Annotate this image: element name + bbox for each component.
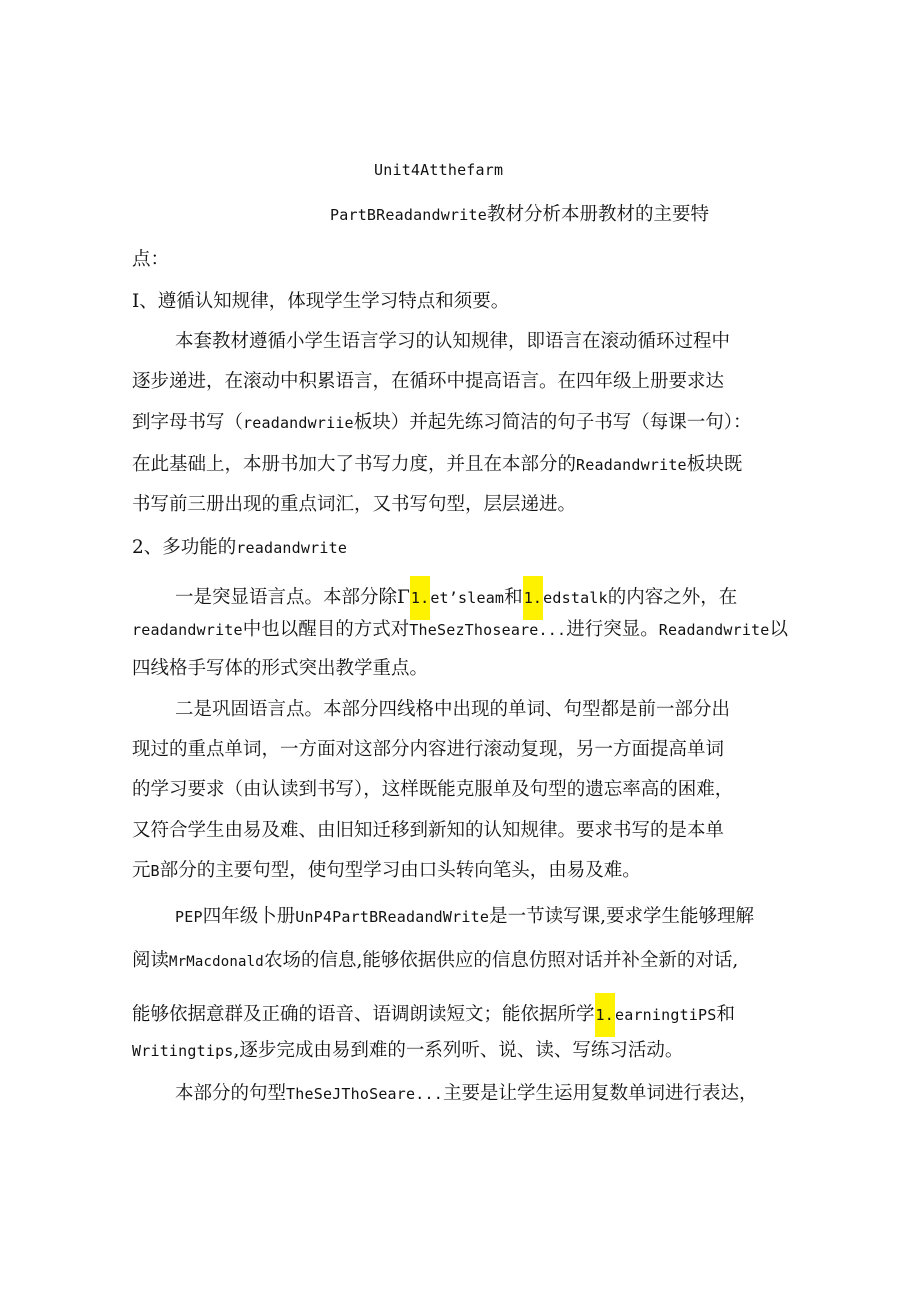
text-run: 到字母书写（ bbox=[132, 412, 244, 433]
paragraph-3-line-5 bbox=[132, 858, 641, 884]
text-run: 中也以醒目的方式对 bbox=[242, 619, 410, 640]
document-title: Unit4Atthefarm bbox=[374, 161, 504, 179]
paragraph-3-line-4: 又符合学生由易及难、由旧知迁移到新知的认知规律。要求书写的是本单 bbox=[132, 820, 725, 841]
paragraph-2-line-2 bbox=[132, 617, 788, 643]
text-run: 2、多功能的 bbox=[132, 537, 237, 558]
subtitle-continuation: 点： bbox=[132, 249, 170, 270]
text-run-latin: readandwriie bbox=[243, 414, 354, 432]
text-run-latin: edstalk bbox=[543, 589, 608, 607]
text-run: 进行突显。 bbox=[566, 619, 659, 640]
text-run: 在此基础上，本册书加大了书写力度，并且在本部分的 bbox=[132, 454, 577, 475]
text-run-latin: UnP4PartBReadandWrite bbox=[295, 908, 490, 926]
text-run: 部分的主要句型，使句型学习由口头转向笔头，由易及难。 bbox=[159, 860, 641, 881]
text-run-latin: et’sleam bbox=[430, 589, 505, 607]
highlight-mark: 1. bbox=[595, 993, 615, 1037]
paragraph-4-line-3 bbox=[132, 993, 735, 1037]
paragraph-3-line-2: 现过的重点单词，一方面对这部分内容进行滚动复现，另一方面提高单词 bbox=[132, 739, 725, 760]
text-run-latin: B bbox=[150, 862, 160, 880]
text-run: 和 bbox=[504, 587, 523, 608]
paragraph-4-line-4 bbox=[132, 1038, 683, 1064]
text-run-latin: PEP bbox=[175, 908, 203, 926]
text-run-latin: TheSeJThoSeare... bbox=[286, 1085, 443, 1103]
paragraph-1-line-3 bbox=[132, 410, 752, 436]
paragraph-1-line-1: 本套教材遵循小学生语言学习的认知规律，即语言在滚动循环过程中 bbox=[175, 331, 731, 352]
text-run: 板块既 bbox=[686, 454, 743, 475]
text-run: 能够依据意群及正确的语音、语调朗读短文；能依据所学 bbox=[132, 1004, 595, 1025]
text-run-latin: MrMacdonald bbox=[169, 954, 264, 970]
subtitle-cn: 教材分析本册教材的主要特 bbox=[486, 204, 709, 225]
text-run: 元 bbox=[132, 860, 151, 881]
text-run: 是一节读写课,要求学生能够理解 bbox=[489, 906, 754, 927]
text-run: 以 bbox=[769, 619, 789, 640]
text-run-latin: earningtiPS bbox=[614, 1006, 717, 1024]
section-1-heading: I、遵循认知规律，体现学生学习特点和须要。 bbox=[132, 291, 510, 312]
section-2-heading bbox=[132, 535, 347, 561]
paragraph-4-line-1 bbox=[175, 904, 754, 930]
text-run: ,逐步完成由易到难的一系列听、说、读、写练习活动。 bbox=[233, 1040, 684, 1061]
text-run-latin: readandwrite bbox=[236, 539, 348, 557]
paragraph-1-line-2: 逐步递进，在滚动中积累语言，在循环中提高语言。在四年级上册要求达 bbox=[132, 371, 725, 392]
text-run-latin: Writingtips bbox=[132, 1042, 234, 1060]
text-run: 本部分的句型 bbox=[175, 1083, 287, 1104]
paragraph-1-line-4 bbox=[132, 452, 742, 478]
highlight-mark: 1. bbox=[410, 576, 430, 620]
paragraph-2-line-1 bbox=[175, 576, 737, 620]
paragraph-1-line-5: 书写前三册出现的重点词汇，又书写句型，层层递进。 bbox=[132, 494, 577, 515]
text-run: 农场的信息,能够依据供应的信息仿照对话并补全新的对话, bbox=[263, 950, 739, 971]
text-run: 一是突显语言点。本部分除Γ bbox=[175, 587, 410, 608]
text-run: 的内容之外，在 bbox=[607, 587, 738, 608]
text-run: 阅读 bbox=[132, 950, 170, 971]
highlight-mark: 1. bbox=[523, 576, 543, 620]
text-run: 四年级卜册 bbox=[202, 906, 296, 927]
paragraph-3-line-3: 的学习要求（由认读到书写），这样既能克服单及句型的遗忘率高的困难， bbox=[132, 779, 734, 800]
paragraph-5-line-1 bbox=[175, 1081, 757, 1107]
paragraph-4-line-2 bbox=[132, 948, 738, 975]
text-run: 主要是让学生运用复数单词进行表达， bbox=[442, 1083, 758, 1104]
document-subtitle bbox=[330, 202, 709, 228]
subtitle-latin: PartBReadandwrite bbox=[330, 206, 487, 224]
paragraph-2-line-3: 四线格手写体的形式突出教学重点。 bbox=[132, 658, 429, 679]
text-run-latin: Readandwrite bbox=[658, 621, 770, 639]
paragraph-3-line-1: 二是巩固语言点。本部分四线格中出现的单词、句型都是前一部分出 bbox=[175, 699, 731, 720]
text-run-latin: readandwrite bbox=[132, 621, 243, 639]
text-run-latin: Readandwrite bbox=[576, 456, 687, 474]
text-run-latin: TheSezThoseare... bbox=[409, 621, 567, 639]
text-run: 和 bbox=[716, 1004, 736, 1025]
text-run: 板块）并起先练习简洁的句子书写（每课一句）： bbox=[353, 412, 752, 433]
